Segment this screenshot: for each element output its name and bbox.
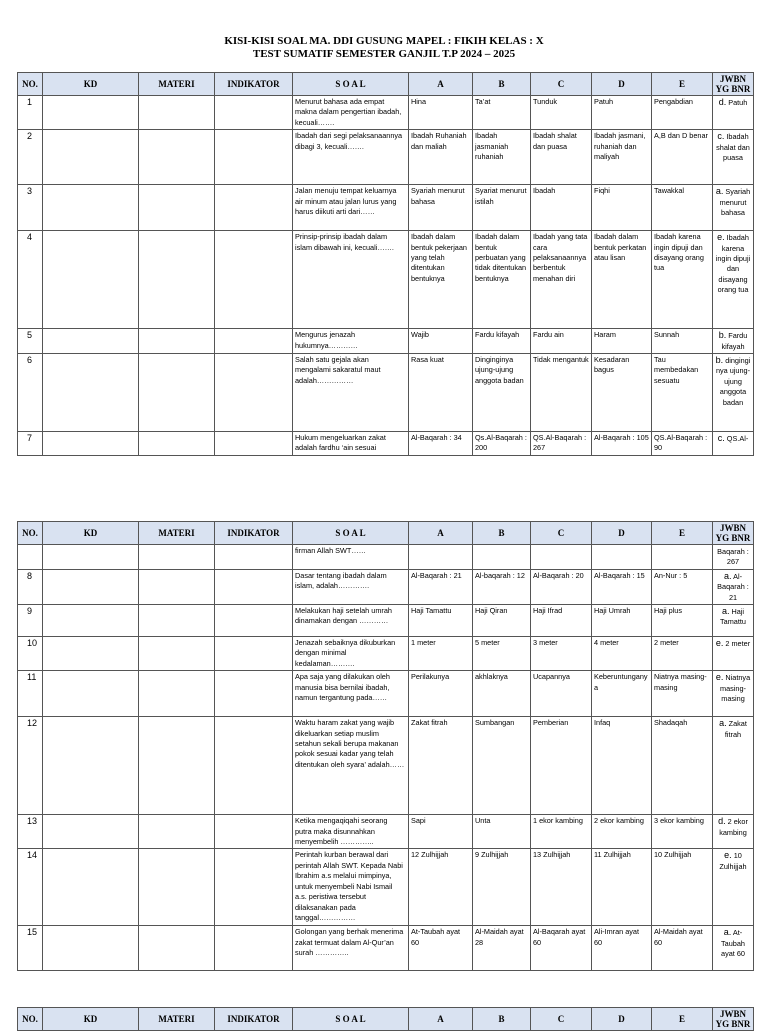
answer-key xyxy=(713,926,754,971)
question-text: Jenazah sebaiknya dikuburkan dengan minimal kedalaman………. xyxy=(293,637,409,671)
question-text: firman Allah SWT…… xyxy=(293,545,409,570)
question-row xyxy=(18,569,754,604)
answer-key-text: Ibadah karena ingin dipuji dan disayang orang tua xyxy=(715,233,751,295)
answer-key-text: Niatnya masing-masing xyxy=(720,673,751,704)
header-a: A xyxy=(409,522,473,545)
kd-cell xyxy=(43,569,139,604)
option-d: Patuh xyxy=(592,96,652,130)
option-a xyxy=(409,545,473,570)
question-text: Golongan yang berhak menerima zakat termuat dalam Al-Qur’an surah ………….. xyxy=(293,926,409,971)
materi-cell xyxy=(139,637,215,671)
header-e: E xyxy=(652,522,713,545)
option-a: Al-Baqarah : 21 xyxy=(409,569,473,604)
option-a: Ibadah dalam bentuk pekerjaan yang telah ditentukan bentuknya xyxy=(409,231,473,329)
option-e: Niatnya masing-masing xyxy=(652,671,713,717)
question-row xyxy=(18,815,754,849)
option-b: Ibadah dalam bentuk perbuatan yang tidak ditentukan bentuknya xyxy=(473,231,531,329)
materi-cell xyxy=(139,717,215,815)
kd-cell xyxy=(43,545,139,570)
question-number: 5 xyxy=(18,329,43,354)
option-d: Al-Baqarah : 105 xyxy=(592,432,652,456)
option-b: Dinginginya ujung-ujung anggota badan xyxy=(473,354,531,432)
materi-cell xyxy=(139,354,215,432)
indikator-cell xyxy=(215,231,293,329)
answer-key xyxy=(713,354,754,432)
option-b: Ibadah jasmaniah ruhaniah xyxy=(473,130,531,185)
header-kd: KD xyxy=(43,73,139,96)
answer-key-letter: a. xyxy=(719,718,727,729)
question-row xyxy=(18,130,754,185)
question-number: 9 xyxy=(18,605,43,637)
option-d: 4 meter xyxy=(592,637,652,671)
answer-key xyxy=(713,231,754,329)
header-indikator: INDIKATOR xyxy=(215,522,293,545)
option-e: Sunnah xyxy=(652,329,713,354)
option-d: 2 ekor kambing xyxy=(592,815,652,849)
option-e: Haji plus xyxy=(652,605,713,637)
question-grid-table-1 xyxy=(17,72,754,456)
question-row xyxy=(18,329,754,354)
option-b: akhlaknya xyxy=(473,671,531,717)
header-answer-key: JWBN YG BNR xyxy=(713,1008,754,1031)
option-e: Pengabdian xyxy=(652,96,713,130)
header-b: B xyxy=(473,522,531,545)
header-materi: MATERI xyxy=(139,522,215,545)
header-c: C xyxy=(531,522,592,545)
answer-key-text: Ibadah shalat dan puasa xyxy=(716,132,750,163)
option-b: 5 meter xyxy=(473,637,531,671)
materi-cell xyxy=(139,545,215,570)
answer-key-letter: e. xyxy=(717,232,725,243)
option-e: A,B dan D benar xyxy=(652,130,713,185)
answer-key-letter: d. xyxy=(718,97,727,107)
kd-cell xyxy=(43,849,139,926)
materi-cell xyxy=(139,926,215,971)
answer-key-text: Baqarah : 267 xyxy=(717,547,749,567)
option-c: Tunduk xyxy=(531,96,592,130)
option-b xyxy=(473,545,531,570)
option-a: 12 Zulhijjah xyxy=(409,849,473,926)
question-row xyxy=(18,96,754,130)
option-b: Sumbangan xyxy=(473,717,531,815)
option-e xyxy=(652,545,713,570)
materi-cell xyxy=(139,185,215,231)
question-number: 2 xyxy=(18,130,43,185)
header-c: C xyxy=(531,1008,592,1031)
materi-cell xyxy=(139,849,215,926)
answer-key xyxy=(713,815,754,849)
option-c: Haji Ifrad xyxy=(531,605,592,637)
indikator-cell xyxy=(215,432,293,456)
answer-key-letter: b. xyxy=(715,355,724,366)
option-c: Ibadah yang tata cara pelaksanaannya berbentuk menahan diri xyxy=(531,231,592,329)
option-d: Ibadah dalam bentuk perkatan atau lisan xyxy=(592,231,652,329)
question-row xyxy=(18,545,754,570)
answer-key-text: dingingi nya ujung-ujung anggota badan xyxy=(715,356,751,407)
option-a: Wajib xyxy=(409,329,473,354)
indikator-cell xyxy=(215,926,293,971)
option-d: Haji Umrah xyxy=(592,605,652,637)
answer-key-text: 10 Zulhijjah xyxy=(719,851,747,871)
option-d: Ali-Imran ayat 60 xyxy=(592,926,652,971)
option-c: QS.Al-Baqarah : 267 xyxy=(531,432,592,456)
question-number: 7 xyxy=(18,432,43,456)
indikator-cell xyxy=(215,354,293,432)
option-b: Syariat menurut istilah xyxy=(473,185,531,231)
document-subtitle: TEST SUMATIF SEMESTER GANJIL T.P 2024 – 2025 xyxy=(252,48,516,60)
question-number: 10 xyxy=(18,637,43,671)
answer-key-text: Al-Baqarah : 21 xyxy=(717,571,749,602)
header-d: D xyxy=(592,522,652,545)
header-indikator: INDIKATOR xyxy=(215,1008,293,1031)
answer-key xyxy=(713,637,754,671)
question-number: 4 xyxy=(18,231,43,329)
option-c: Ucapannya xyxy=(531,671,592,717)
answer-key xyxy=(713,185,754,231)
question-row xyxy=(18,717,754,815)
header-no: NO. xyxy=(18,522,43,545)
option-d: Ibadah jasmani, ruhaniah dan maliyah xyxy=(592,130,652,185)
option-a: Hina xyxy=(409,96,473,130)
kd-cell xyxy=(43,354,139,432)
option-b: 9 Zulhijjah xyxy=(473,849,531,926)
option-b: Unta xyxy=(473,815,531,849)
option-d: Infaq xyxy=(592,717,652,815)
option-c: Ibadah shalat dan puasa xyxy=(531,130,592,185)
option-a: Zakat fitrah xyxy=(409,717,473,815)
option-a: Sapi xyxy=(409,815,473,849)
question-text: Ketika mengaqiqahi seorang putra maka disunnahkan menyembelih ………….. xyxy=(293,815,409,849)
option-b: Ta’at xyxy=(473,96,531,130)
option-c: Al-Baqarah : 20 xyxy=(531,569,592,604)
option-d xyxy=(592,545,652,570)
kd-cell xyxy=(43,329,139,354)
option-a: Rasa kuat xyxy=(409,354,473,432)
question-grid-table-2 xyxy=(17,521,754,971)
option-e: An-Nur : 5 xyxy=(652,569,713,604)
question-text: Hukum mengeluarkan zakat adalah fardhu ‘ain sesuai xyxy=(293,432,409,456)
option-c: Fardu ain xyxy=(531,329,592,354)
option-d: Al-Baqarah : 15 xyxy=(592,569,652,604)
option-e: Tau membedakan sesuatu xyxy=(652,354,713,432)
kd-cell xyxy=(43,605,139,637)
question-row xyxy=(18,354,754,432)
option-c: Pemberian xyxy=(531,717,592,815)
question-text: Mengurus jenazah hukumnya………… xyxy=(293,329,409,354)
header-c: C xyxy=(531,73,592,96)
question-row xyxy=(18,231,754,329)
materi-cell xyxy=(139,605,215,637)
header-soal: S O A L xyxy=(293,1008,409,1031)
question-grid-table-3 xyxy=(17,1007,754,1031)
option-a: Al-Baqarah : 34 xyxy=(409,432,473,456)
answer-key-text: 2 ekor kambing xyxy=(719,817,748,837)
answer-key xyxy=(713,605,754,637)
answer-key-text: Syariah menurut bahasa xyxy=(719,187,751,218)
question-text: Salah satu gejala akan mengalami sakaratul maut adalah…………… xyxy=(293,354,409,432)
question-row xyxy=(18,671,754,717)
answer-key-letter: c. xyxy=(717,131,725,142)
kd-cell xyxy=(43,231,139,329)
option-d: Haram xyxy=(592,329,652,354)
answer-key-letter: e. xyxy=(724,850,732,861)
option-b: Qs.Al-Baqarah : 200 xyxy=(473,432,531,456)
question-text: Dasar tentang ibadah dalam islam, adalah…………. xyxy=(293,569,409,604)
answer-key-text: Zakat fitrah xyxy=(724,719,747,739)
question-text: Waktu haram zakat yang wajib dikeluarkan setiap muslim setahun sekali berupa makanan pokok sesuai kadar yang telah ditentukan oleh syara’ adalah…… xyxy=(293,717,409,815)
indikator-cell xyxy=(215,329,293,354)
answer-key-text: Fardu kifayah xyxy=(721,331,748,351)
question-text: Ibadah dari segi pelaksanaannya dibagi 3, kecuali……. xyxy=(293,130,409,185)
option-c: 3 meter xyxy=(531,637,592,671)
question-text: Melakukan haji setelah umrah dinamakan dengan ………… xyxy=(293,605,409,637)
option-e: Tawakkal xyxy=(652,185,713,231)
kd-cell xyxy=(43,637,139,671)
header-b: B xyxy=(473,73,531,96)
answer-key xyxy=(713,717,754,815)
header-materi: MATERI xyxy=(139,1008,215,1031)
question-number: 15 xyxy=(18,926,43,971)
header-materi: MATERI xyxy=(139,73,215,96)
header-no: NO. xyxy=(18,1008,43,1031)
materi-cell xyxy=(139,96,215,130)
answer-key xyxy=(713,432,754,456)
question-number: 11 xyxy=(18,671,43,717)
option-e: Al-Maidah ayat 60 xyxy=(652,926,713,971)
option-d: Kesadaran bagus xyxy=(592,354,652,432)
kd-cell xyxy=(43,130,139,185)
option-e: 3 ekor kambing xyxy=(652,815,713,849)
indikator-cell xyxy=(215,605,293,637)
question-number: 6 xyxy=(18,354,43,432)
materi-cell xyxy=(139,432,215,456)
option-e: 2 meter xyxy=(652,637,713,671)
answer-key xyxy=(713,96,754,130)
question-text: Jalan menuju tempat keluarnya air minum atau jalan lurus yang harus diikuti arti dari…… xyxy=(293,185,409,231)
answer-key-letter: e. xyxy=(715,638,724,649)
question-row xyxy=(18,605,754,637)
indikator-cell xyxy=(215,569,293,604)
materi-cell xyxy=(139,815,215,849)
indikator-cell xyxy=(215,849,293,926)
answer-key xyxy=(713,545,754,570)
question-row xyxy=(18,432,754,456)
answer-key xyxy=(713,130,754,185)
indikator-cell xyxy=(215,815,293,849)
answer-key xyxy=(713,849,754,926)
option-e: Ibadah karena ingin dipuji dan disayang orang tua xyxy=(652,231,713,329)
option-b: Al-baqarah : 12 xyxy=(473,569,531,604)
header-a: A xyxy=(409,73,473,96)
option-b: Fardu kifayah xyxy=(473,329,531,354)
header-d: D xyxy=(592,1008,652,1031)
question-row xyxy=(18,926,754,971)
header-soal: S O A L xyxy=(293,73,409,96)
kd-cell xyxy=(43,926,139,971)
question-number: 1 xyxy=(18,96,43,130)
answer-key-text: At-Taubah ayat 60 xyxy=(721,928,745,959)
option-c: Tidak mengantuk xyxy=(531,354,592,432)
indikator-cell xyxy=(215,545,293,570)
option-d: 11 Zulhijjah xyxy=(592,849,652,926)
indikator-cell xyxy=(215,637,293,671)
answer-key-text: Patuh xyxy=(728,98,748,107)
option-c xyxy=(531,545,592,570)
question-number xyxy=(18,545,43,570)
header-no: NO. xyxy=(18,73,43,96)
answer-key-letter: e. xyxy=(715,672,724,683)
option-c: 13 Zulhijjah xyxy=(531,849,592,926)
answer-key-text: 2 meter xyxy=(725,639,751,649)
option-a: Haji Tamattu xyxy=(409,605,473,637)
kd-cell xyxy=(43,96,139,130)
option-a: Ibadah Ruhaniah dan maliah xyxy=(409,130,473,185)
option-c: Al-Baqarah ayat 60 xyxy=(531,926,592,971)
option-e: QS.Al-Baqarah : 90 xyxy=(652,432,713,456)
indikator-cell xyxy=(215,185,293,231)
answer-key-letter: a. xyxy=(723,570,732,581)
option-e: 10 Zulhijjah xyxy=(652,849,713,926)
question-text: Prinsip-prinsip ibadah dalam islam dibawah ini, kecuali……. xyxy=(293,231,409,329)
option-b: Al-Maidah ayat 28 xyxy=(473,926,531,971)
question-row xyxy=(18,637,754,671)
header-e: E xyxy=(652,1008,713,1031)
question-number: 12 xyxy=(18,717,43,815)
option-b: Haji Qiran xyxy=(473,605,531,637)
materi-cell xyxy=(139,569,215,604)
header-answer-key: JWBN YG BNR xyxy=(713,522,754,545)
answer-key xyxy=(713,329,754,354)
option-c: Ibadah xyxy=(531,185,592,231)
option-e: Shadaqah xyxy=(652,717,713,815)
materi-cell xyxy=(139,231,215,329)
option-d: Keberuntunganya xyxy=(592,671,652,717)
option-d: Fiqhi xyxy=(592,185,652,231)
answer-key-text: QS.Al- xyxy=(726,434,749,444)
answer-key-letter: c. xyxy=(717,433,725,444)
header-kd: KD xyxy=(43,522,139,545)
indikator-cell xyxy=(215,130,293,185)
question-number: 3 xyxy=(18,185,43,231)
indikator-cell xyxy=(215,717,293,815)
question-number: 8 xyxy=(18,569,43,604)
materi-cell xyxy=(139,130,215,185)
header-answer-key: JWBN YG BNR xyxy=(713,73,754,96)
header-b: B xyxy=(473,1008,531,1031)
option-a: At-Taubah ayat 60 xyxy=(409,926,473,971)
answer-key xyxy=(713,671,754,717)
option-a: Perilakunya xyxy=(409,671,473,717)
header-d: D xyxy=(592,73,652,96)
option-a: 1 meter xyxy=(409,637,473,671)
answer-key-letter: a. xyxy=(723,927,732,938)
question-row xyxy=(18,849,754,926)
header-soal: S O A L xyxy=(293,522,409,545)
answer-key xyxy=(713,569,754,604)
answer-key-letter: b. xyxy=(718,330,727,341)
answer-key-letter: d. xyxy=(718,816,726,827)
header-kd: KD xyxy=(43,1008,139,1031)
question-text: Menurut bahasa ada empat makna dalam pengertian ibadah, kecuali……. xyxy=(293,96,409,130)
kd-cell xyxy=(43,671,139,717)
header-indikator: INDIKATOR xyxy=(215,73,293,96)
answer-key-letter: a. xyxy=(721,606,730,617)
question-row xyxy=(18,185,754,231)
kd-cell xyxy=(43,185,139,231)
materi-cell xyxy=(139,671,215,717)
question-text: Perintah kurban berawal dari perintah Allah SWT. Kepada Nabi Ibrahim a.s melalui mimpinya, untuk menyembeli Nabi Ismail a.s. peristiwa tersebut dilaksanakan pada tanggal…………… xyxy=(293,849,409,926)
header-e: E xyxy=(652,73,713,96)
answer-key-letter: a. xyxy=(715,186,724,197)
answer-key-text: Haji Tamattu xyxy=(720,607,746,627)
header-a: A xyxy=(409,1008,473,1031)
kd-cell xyxy=(43,717,139,815)
document-title: KISI-KISI SOAL MA. DDI GUSUNG MAPEL : FIKIH KELAS : X xyxy=(224,35,544,47)
question-number: 14 xyxy=(18,849,43,926)
option-c: 1 ekor kambing xyxy=(531,815,592,849)
indikator-cell xyxy=(215,671,293,717)
kd-cell xyxy=(43,432,139,456)
materi-cell xyxy=(139,329,215,354)
option-a: Syariah menurut bahasa xyxy=(409,185,473,231)
indikator-cell xyxy=(215,96,293,130)
question-number: 13 xyxy=(18,815,43,849)
kd-cell xyxy=(43,815,139,849)
question-text: Apa saja yang dilakukan oleh manusia bisa bernilai ibadah, namun tergantung pada…… xyxy=(293,671,409,717)
